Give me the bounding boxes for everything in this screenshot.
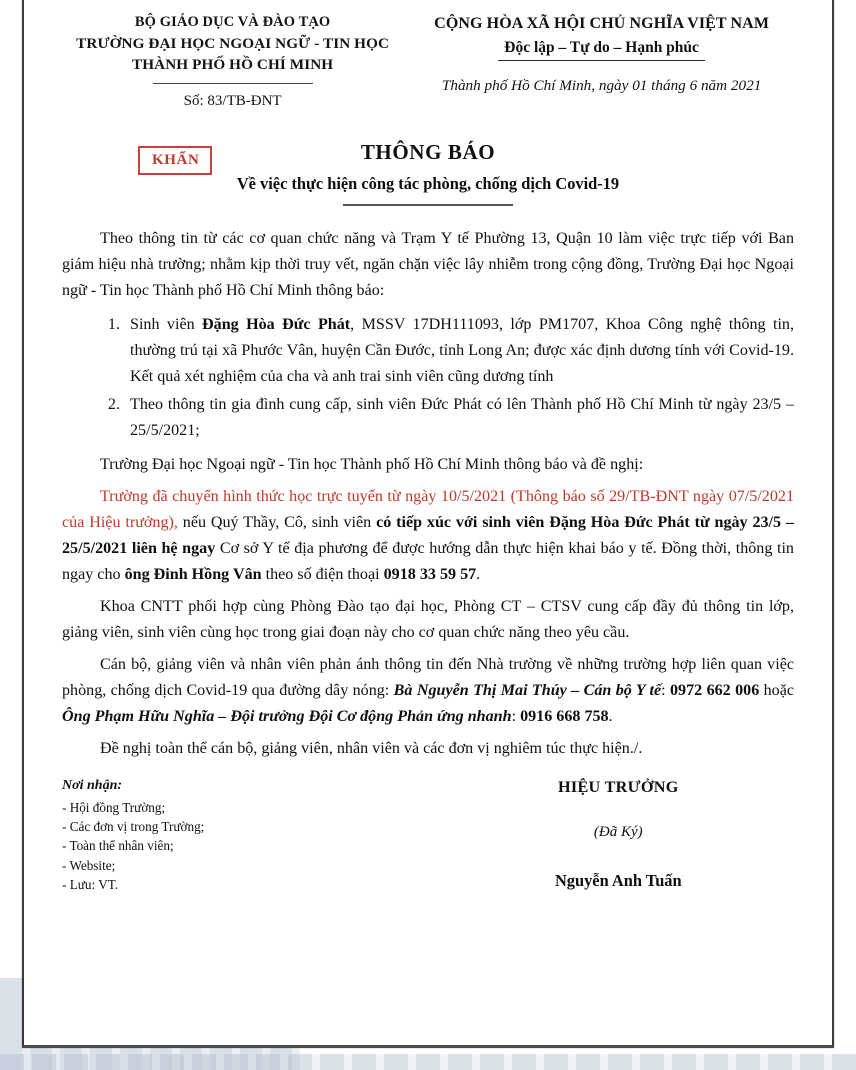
letterhead-issuer: [62, 12, 409, 110]
signed-marker: (Đã Ký): [593, 824, 643, 841]
title-divider: [343, 204, 513, 206]
university-name: TRƯỜNG ĐẠI HỌC NGOẠI NGỮ - TIN HỌC: [76, 34, 390, 52]
alert-text-3: theo số điện thoại: [261, 566, 384, 584]
hotline-separator-1: :: [661, 682, 670, 700]
document-sheet: [22, 0, 834, 1048]
alert-text-4: .: [476, 566, 481, 584]
paragraph-closing: Đề nghị toàn thể cán bộ, giảng viên, nhân viên và các đơn vị nghiêm túc thực hiện./.: [100, 740, 643, 758]
hotline-contact-1-name: Bà Nguyễn Thị Mai Thúy – Cán bộ Y tế: [393, 682, 662, 700]
national-motto: Độc lập – Tự do – Hạnh phúc: [498, 36, 705, 61]
alert-red-text: Trường đã chuyển hình thức học trực tuyến từ ngày 10/5/2021 (Thông báo số 29/TB-ĐNT ngày 07/5/2021 của Hiệu trưởng),: [62, 487, 794, 531]
letterhead-divider: [153, 83, 313, 85]
list-item: [124, 312, 794, 389]
letterhead-national: [409, 12, 794, 95]
paragraph-announcement: Trường Đại học Ngoại ngữ - Tin học Thành phố Hồ Chí Minh thông báo và đề nghị:: [100, 455, 644, 473]
paragraph-coordination: Khoa CNTT phối hợp cùng Phòng Đào tạo đại học, Phòng CT – CTSV cung cấp đầy đủ thông tin lớp, giảng viên, sinh viên cùng học trong giai đoạn này cho cơ quan chức năng theo yêu cầu.: [62, 598, 794, 642]
letterhead: [62, 0, 794, 110]
place-and-date: Thành phố Hồ Chí Minh, ngày 01 tháng 6 năm 2021: [441, 77, 762, 95]
case-list: [62, 312, 794, 444]
paragraph-intro: Theo thông tin từ các cơ quan chức năng và Trạm Y tế Phường 13, Quận 10 làm việc trực tiếp với Ban giám hiệu nhà trường; nhằm kịp thời truy vết, ngăn chặn việc lây nhiễm trong cộng đồng, Trường Đại học Ngoại ngữ - Tin học Thành phố Hồ Chí Minh thông báo:: [62, 229, 794, 299]
signer-role: HIỆU TRƯỞNG: [557, 778, 679, 797]
alert-text-1: nếu Quý Thầy, Cô, sinh viên: [177, 513, 377, 531]
hotline-separator-2: :: [511, 708, 521, 726]
hotline-contact-2-phone: 0916 668 758: [520, 708, 609, 726]
list-item: [124, 392, 794, 444]
paragraph-hotline: [62, 652, 794, 730]
signature-block: [443, 776, 794, 894]
recipient-item: - Các đơn vị trong Trường;: [62, 819, 205, 835]
backdrop-texture-bottom: [0, 1054, 856, 1070]
hotline-text-1: Cán bộ, giảng viên và nhân viên phản ánh thông tin đến Nhà trường về những trường hợp liên quan việc phòng, chống dịch Covid-19 qua đường dây nóng:: [62, 656, 794, 700]
alert-text-2: Cơ sở Y tế địa phương để được hướng dẫn thực hiện khai báo y tế. Đồng thời, thông tin ngay cho: [62, 539, 794, 584]
document-footer: [62, 776, 794, 894]
student-name: Đặng Hòa Đức Phát: [202, 316, 351, 334]
contact-person-phone: 0918 33 59 57: [383, 566, 477, 584]
hotline-contact-1-phone: 0972 662 006: [670, 682, 760, 700]
page-subtitle: Về việc thực hiện công tác phòng, chống dịch Covid-19: [236, 174, 620, 194]
item2-details: Theo thông tin gia đình cung cấp, sinh viên Đức Phát có lên Thành phố Hồ Chí Minh từ ngày 23/5 – 25/5/2021;: [130, 396, 794, 440]
signer-name: Nguyễn Anh Tuấn: [554, 871, 682, 891]
hotline-contact-2-name: Ông Phạm Hữu Nghĩa – Đội trưởng Đội Cơ động Phản ứng nhanh: [62, 708, 512, 726]
page-title: THÔNG BÁO: [360, 140, 496, 165]
paragraph-alert: [62, 484, 794, 588]
university-city: THÀNH PHỐ HỒ CHÍ MINH: [131, 56, 334, 74]
urgent-stamp: KHẨN: [138, 146, 212, 175]
title-block: [62, 140, 794, 206]
recipient-item: - Toàn thể nhân viên;: [62, 838, 174, 854]
recipients-block: [62, 776, 443, 894]
document-body: [62, 226, 794, 763]
recipient-item: - Hội đồng Trường;: [62, 799, 166, 815]
item1-details: , MSSV 17DH111093, lớp PM1707, Khoa Công nghệ thông tin, thường trú tại xã Phước Vân, huyện Cần Đước, tỉnh Long An; được xác định dương tính với Covid-19. Kết quả xét nghiệm của cha và anh trai sinh viên cũng dương tính: [130, 316, 794, 385]
contact-person-name: ông Đinh Hồng Vân: [124, 566, 262, 584]
recipients-heading: Nơi nhận:: [62, 778, 123, 794]
hotline-conjunction: hoặc: [759, 682, 794, 700]
ministry-name: BỘ GIÁO DỤC VÀ ĐÀO TẠO: [134, 14, 331, 30]
nation-name: CỘNG HÒA XÃ HỘI CHỦ NGHĨA VIỆT NAM: [434, 15, 770, 32]
document-number: Số: 83/TB-ĐNT: [183, 93, 282, 110]
item1-prefix: Sinh viên: [130, 316, 203, 334]
alert-contact-instruction: có tiếp xúc với sinh viên Đặng Hòa Đức Phát từ ngày 23/5 – 25/5/2021 liên hệ ngay: [62, 513, 794, 557]
recipient-item: - Lưu: VT.: [62, 876, 119, 892]
recipient-item: - Website;: [62, 857, 116, 873]
hotline-text-end: .: [608, 708, 613, 726]
